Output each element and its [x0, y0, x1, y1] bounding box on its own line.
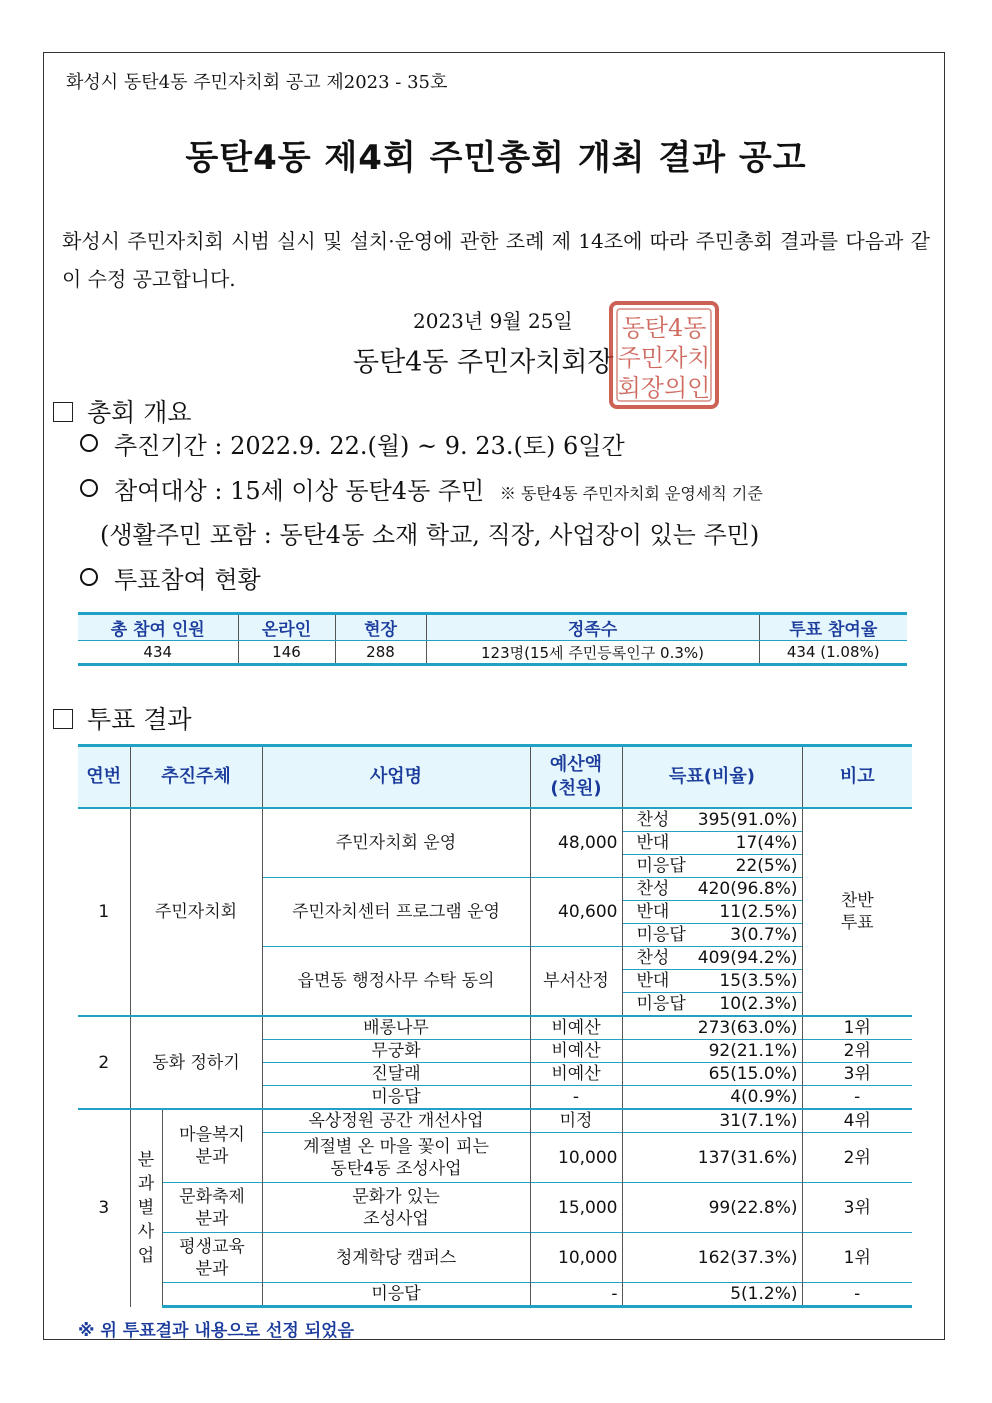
notice-number: 화성시 동탄4동 주민자치회 공고 제2023 - 35호 [66, 72, 448, 93]
committee-cell: 마을복지 분과 [162, 1109, 262, 1183]
header-cell: 득표(비율) [622, 746, 802, 809]
header-cell: 투표 참여율 [759, 614, 907, 641]
intro-paragraph: 화성시 주민자치회 시범 실시 및 설치·운영에 관한 조례 제 14조에 따라 주민총회 결과를 다음과 같이 수정 공고합니다. [62, 229, 930, 291]
vote-label: 찬성 [636, 948, 670, 968]
participation-table [78, 612, 907, 666]
results-header-row [78, 746, 912, 809]
status-text: 투표참여 현황 [114, 566, 261, 594]
vote-cell [622, 970, 802, 993]
project-name: 옥상정원 공간 개선사업 [262, 1109, 530, 1133]
header-cell: 총 참여 인원 [78, 614, 238, 641]
vote-cell [622, 924, 802, 947]
budget-cell: - [530, 1086, 622, 1110]
org-cell-vertical: 분과별사업 [130, 1109, 162, 1307]
vote-cell [622, 878, 802, 901]
committee-cell [162, 1283, 262, 1307]
data-cell: 123명(15세 주민등록인구 0.3%) [426, 641, 759, 665]
checkbox-square-icon [53, 402, 73, 422]
note-cell: 찬반 투표 [802, 808, 912, 1016]
budget-cell: 부서산정 [530, 947, 622, 1017]
vote-cell [622, 832, 802, 855]
rank-cell: 1위 [802, 1233, 912, 1283]
footnote: ※ 위 투표결과 내용으로 선정 되었음 [78, 1321, 355, 1341]
vote-label: 찬성 [636, 810, 670, 830]
budget-cell: 48,000 [530, 808, 622, 878]
project-name: 주민자치센터 프로그램 운영 [262, 878, 530, 947]
rank-cell: - [802, 1283, 912, 1307]
rank-cell: 2위 [802, 1133, 912, 1183]
table-row [78, 1233, 912, 1283]
vote-value: 162(37.3%) [622, 1233, 802, 1283]
project-name: 진달래 [262, 1063, 530, 1086]
checkbox-square-icon [53, 709, 73, 729]
data-cell: 146 [238, 641, 335, 665]
section-results-title: 투표 결과 [87, 705, 192, 734]
vote-value: 92(21.1%) [622, 1040, 802, 1063]
seal-line-3: 회장의인 [617, 374, 711, 402]
section-overview-title: 총회 개요 [87, 398, 192, 427]
header-cell: 온라인 [238, 614, 335, 641]
row-number: 2 [78, 1016, 130, 1109]
target-sub: (생활주민 포함 : 동탄4동 소재 학교, 직장, 사업장이 있는 주민) [100, 521, 760, 549]
data-cell: 434 [78, 641, 238, 665]
section-results [53, 700, 192, 736]
seal-line-2: 주민자치 [617, 344, 711, 372]
period-item [80, 426, 625, 461]
seal-line-1: 동탄4동 [621, 314, 707, 342]
vote-label: 찬성 [636, 879, 670, 899]
vote-value: 15(3.5%) [719, 971, 798, 991]
vote-cell [622, 901, 802, 924]
rank-cell: 1위 [802, 1016, 912, 1040]
vote-value: 22(5%) [735, 856, 798, 876]
project-name: 미응답 [262, 1283, 530, 1307]
official-seal [608, 300, 720, 410]
project-name: 읍면동 행정사무 수탁 동의 [262, 947, 530, 1017]
budget-cell: 15,000 [530, 1183, 622, 1233]
budget-cell: 비예산 [530, 1063, 622, 1086]
page-title: 동탄4동 제4회 주민총회 개최 결과 공고 [185, 138, 807, 178]
vote-value: 5(1.2%) [622, 1283, 802, 1307]
budget-cell: 비예산 [530, 1040, 622, 1063]
status-item [80, 560, 261, 595]
committee-cell: 문화축제 분과 [162, 1183, 262, 1233]
target-text: 참여대상 : 15세 이상 동탄4동 주민 [114, 477, 485, 505]
budget-cell: 10,000 [530, 1133, 622, 1183]
rank-cell: 2위 [802, 1040, 912, 1063]
circle-bullet-icon [80, 568, 98, 586]
header-cell: 정족수 [426, 614, 759, 641]
circle-bullet-icon [80, 434, 98, 452]
committee-cell: 평생교육 분과 [162, 1233, 262, 1283]
header-cell: 사업명 [262, 746, 530, 809]
table-row [78, 1283, 912, 1307]
vote-cell [622, 993, 802, 1017]
org-cell: 동화 정하기 [130, 1016, 262, 1109]
project-name: 무궁화 [262, 1040, 530, 1063]
vote-label: 반대 [636, 971, 670, 991]
vote-value: 65(15.0%) [622, 1063, 802, 1086]
vote-value: 420(96.8%) [697, 879, 798, 899]
budget-cell: 미정 [530, 1109, 622, 1133]
rank-cell: - [802, 1086, 912, 1110]
project-name: 청계학당 캠퍼스 [262, 1233, 530, 1283]
table-row [78, 1109, 912, 1133]
project-name: 계절별 온 마을 꽃이 피는 동탄4동 조성사업 [262, 1133, 530, 1183]
vote-value: 137(31.6%) [622, 1133, 802, 1183]
vote-label: 반대 [636, 833, 670, 853]
vote-value: 273(63.0%) [622, 1016, 802, 1040]
vote-value: 395(91.0%) [697, 810, 798, 830]
table-row [78, 808, 912, 832]
project-name: 문화가 있는 조성사업 [262, 1183, 530, 1233]
row-number: 1 [78, 808, 130, 1016]
budget-cell: 40,600 [530, 878, 622, 947]
signer: 동탄4동 주민자치회장 [353, 347, 614, 378]
section-overview [53, 393, 192, 429]
vote-cell [622, 855, 802, 878]
vote-value: 17(4%) [735, 833, 798, 853]
table-row [78, 1016, 912, 1040]
header-cell: 연번 [78, 746, 130, 809]
header-cell: 현장 [335, 614, 426, 641]
header-cell: 추진주체 [130, 746, 262, 809]
target-item [80, 471, 763, 506]
results-table [78, 744, 912, 1308]
vote-value: 10(2.3%) [719, 994, 798, 1014]
vote-value: 99(22.8%) [622, 1183, 802, 1233]
period-text: 추진기간 : 2022.9. 22.(월) ~ 9. 23.(토) 6일간 [114, 432, 625, 460]
participation-data-row [78, 641, 907, 665]
vote-cell [622, 947, 802, 970]
data-cell: 434 (1.08%) [759, 641, 907, 665]
vote-value: 409(94.2%) [697, 948, 798, 968]
vote-label: 미응답 [636, 925, 686, 945]
vote-label: 미응답 [636, 856, 686, 876]
vote-value: 11(2.5%) [719, 902, 798, 922]
budget-cell: 10,000 [530, 1233, 622, 1283]
project-name: 배롱나무 [262, 1016, 530, 1040]
vote-value: 3(0.7%) [730, 925, 798, 945]
data-cell: 288 [335, 641, 426, 665]
vote-label: 반대 [636, 902, 670, 922]
participation-header-row [78, 614, 907, 641]
vote-label: 미응답 [636, 994, 686, 1014]
header-cell: 비고 [802, 746, 912, 809]
table-row [78, 1183, 912, 1233]
header-cell: 예산액 (천원) [530, 746, 622, 809]
rank-cell: 3위 [802, 1063, 912, 1086]
circle-bullet-icon [80, 479, 98, 497]
target-note: ※ 동탄4동 주민자치회 운영세칙 기준 [499, 484, 763, 503]
project-name: 주민자치회 운영 [262, 808, 530, 878]
rank-cell: 4위 [802, 1109, 912, 1133]
org-cell: 주민자치회 [130, 808, 262, 1016]
rank-cell: 3위 [802, 1183, 912, 1233]
project-name: 미응답 [262, 1086, 530, 1110]
vote-value: 31(7.1%) [622, 1109, 802, 1133]
vote-value: 4(0.9%) [622, 1086, 802, 1110]
row-number: 3 [78, 1109, 130, 1307]
budget-cell: 비예산 [530, 1016, 622, 1040]
budget-cell: - [530, 1283, 622, 1307]
vote-cell [622, 808, 802, 832]
announcement-date: 2023년 9월 25일 [413, 309, 573, 333]
